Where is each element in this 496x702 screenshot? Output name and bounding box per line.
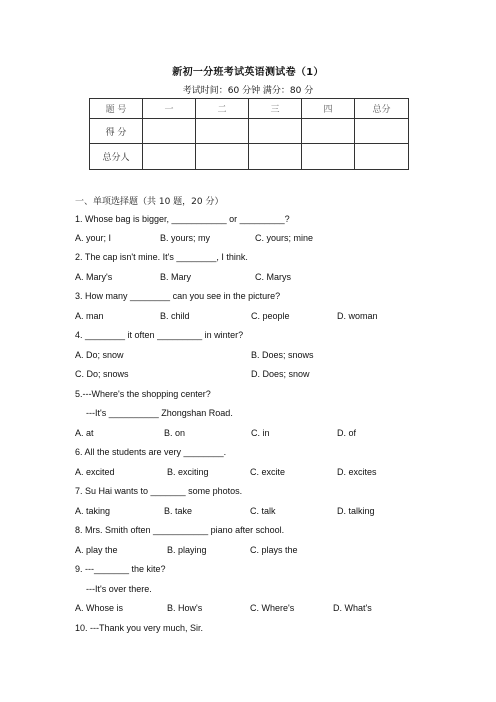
score-cell [355, 119, 409, 144]
question-4: 4. ________ it often _________ in winter? [75, 330, 244, 340]
option-4d: D. Does; snow [251, 369, 310, 379]
score-table-row-grader [90, 144, 409, 170]
option-3d: D. woman [337, 311, 378, 321]
grader-cell [355, 144, 409, 170]
score-cell [249, 119, 302, 144]
question-1: 1. Whose bag is bigger, ___________ or _________? [75, 214, 290, 224]
score-table-row-score [90, 119, 409, 144]
option-9c: C. Where's [250, 603, 295, 613]
score-cell [302, 119, 355, 144]
exam-title: 新初一分班考试英语测试卷（1） [172, 67, 324, 78]
option-1a: A. your; I [75, 233, 112, 243]
option-7c: C. talk [250, 506, 276, 516]
option-9b: B. How's [167, 603, 203, 613]
option-6d: D. excites [337, 467, 377, 477]
score-cell [143, 119, 196, 144]
option-9a: A. Whose is [75, 603, 124, 613]
option-3b: B. child [160, 311, 190, 321]
section-heading: 一、单项选择题（共 10 题，20 分） [75, 197, 224, 207]
header-cell-part-3: 三 [249, 99, 302, 119]
header-cell-part-4: 四 [302, 99, 355, 119]
score-table-header-row [90, 99, 409, 119]
option-3a: A. man [75, 311, 104, 321]
option-7a: A. taking [75, 506, 111, 516]
option-5d: D. of [337, 428, 357, 438]
question-9: 9. ---_______ the kite? [75, 564, 166, 574]
grader-cell [249, 144, 302, 170]
exam-subtitle: 考试时间：60 分钟 满分：80 分 [182, 86, 314, 96]
score-table [89, 98, 409, 170]
option-1b: B. yours; my [160, 233, 211, 243]
question-6: 6. All the students are very ________. [75, 447, 227, 457]
option-5c: C. in [251, 428, 270, 438]
option-2b: B. Mary [160, 272, 192, 282]
option-8a: A. play the [75, 545, 118, 555]
option-4c: C. Do; snows [75, 369, 129, 379]
grader-cell [143, 144, 196, 170]
header-cell-total: 总分 [355, 99, 409, 119]
header-cell-part-2: 二 [196, 99, 249, 119]
option-4a: A. Do; snow [75, 350, 124, 360]
question-7: 7. Su Hai wants to _______ some photos. [75, 486, 243, 496]
option-8b: B. playing [167, 545, 207, 555]
option-7d: D. talking [337, 506, 375, 516]
score-cell [196, 119, 249, 144]
option-5b: B. on [164, 428, 186, 438]
grader-cell [302, 144, 355, 170]
question-2: 2. The cap isn't mine. It's ________, I think. [75, 252, 248, 262]
option-5a: A. at [75, 428, 94, 438]
grader-cell [196, 144, 249, 170]
question-9-response: ---It's over there. [86, 584, 152, 594]
option-2a: A. Mary's [75, 272, 113, 282]
question-10: 10. ---Thank you very much, Sir. [75, 623, 204, 633]
question-5-response: ---It's __________ Zhongshan Road. [86, 408, 233, 418]
question-5: 5.---Where's the shopping center? [75, 389, 211, 399]
option-9d: D. What's [333, 603, 372, 613]
option-6b: B. exciting [167, 467, 209, 477]
option-2c: C. Marys [255, 272, 291, 282]
option-6c: C. excite [250, 467, 286, 477]
option-4b: B. Does; snows [251, 350, 314, 360]
question-3: 3. How many ________ can you see in the picture? [75, 291, 281, 301]
header-cell-question-number: 题 号 [90, 99, 143, 119]
option-6a: A. excited [75, 467, 115, 477]
option-1c: C. yours; mine [255, 233, 314, 243]
row-label-score: 得 分 [90, 119, 143, 144]
question-8: 8. Mrs. Smith often ___________ piano after school. [75, 525, 285, 535]
header-cell-part-1: 一 [143, 99, 196, 119]
row-label-grader: 总分人 [90, 144, 143, 170]
option-7b: B. take [164, 506, 193, 516]
option-3c: C. people [251, 311, 290, 321]
option-8c: C. plays the [250, 545, 298, 555]
